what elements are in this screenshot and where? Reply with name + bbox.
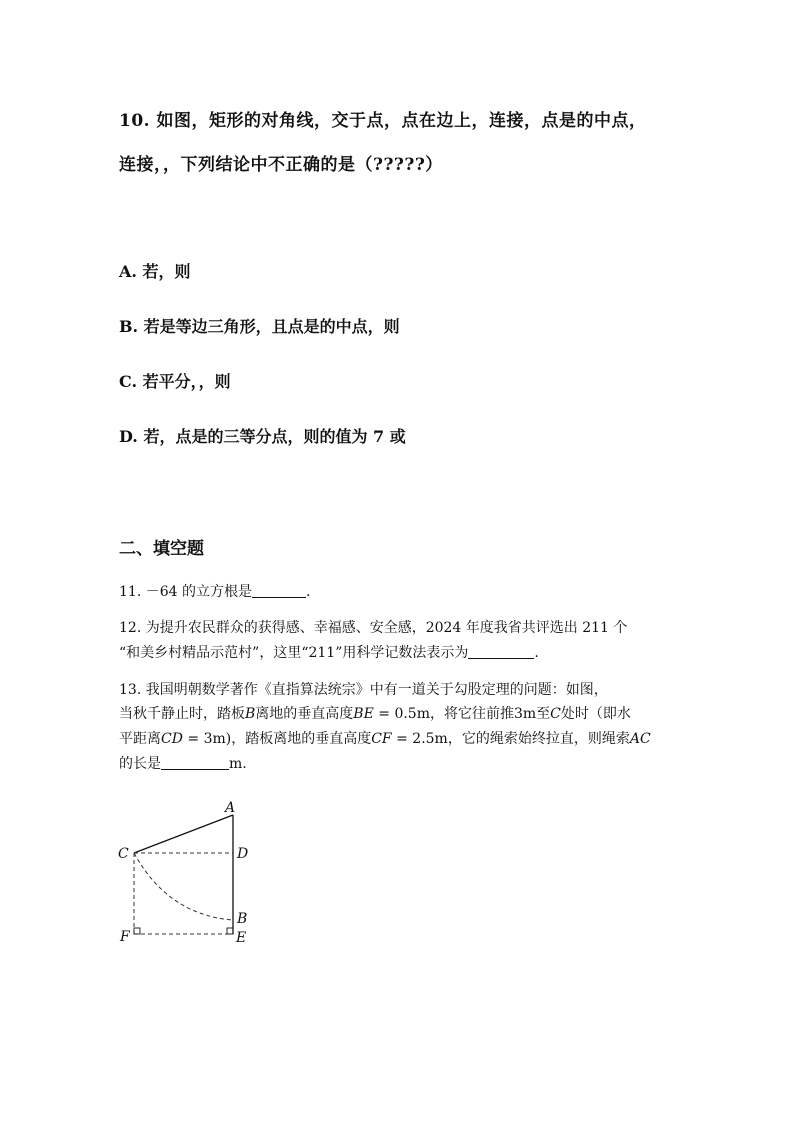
option-c: C. 若平分，，则 — [119, 372, 231, 391]
label-a: A — [225, 800, 236, 816]
question-13-line-1: 13. 我国明朝数学著作《直指算法统宗》中有一道关于勾股定理的问题：如图， — [119, 682, 608, 698]
q13-text: 处时（即水 — [560, 706, 631, 722]
q13-text: m. — [229, 756, 247, 772]
question-12-line-2 — [119, 642, 539, 662]
question-13-line-2 — [119, 703, 631, 723]
q13-text: = 2.5m，它的绳索始终拉直，则绳索 — [391, 731, 630, 747]
question-11-end: . — [305, 584, 311, 600]
math-symbol: CF — [371, 731, 392, 747]
option-b: B. 若是等边三角形，且点是的中点，则 — [119, 317, 400, 336]
question-10-line-1: 10. 如图，矩形的对角线，交于点，点在边上，连接，点是的中点， — [119, 111, 647, 131]
question-11 — [119, 581, 310, 601]
answer-blank — [252, 583, 306, 598]
question-11-text: 11. －64 的立方根是 — [119, 584, 252, 600]
math-symbol: AC — [629, 731, 651, 747]
label-e: E — [236, 930, 247, 946]
q13-text: = 0.5m，将它往前推3m至 — [373, 706, 551, 722]
math-symbol: B — [245, 706, 256, 722]
label-f: F — [120, 929, 130, 945]
q13-text: 当秋千静止时，踏板 — [119, 706, 245, 722]
question-12-end: . — [534, 645, 539, 661]
label-b: B — [237, 911, 248, 927]
answer-blank — [468, 644, 534, 659]
swing-figure — [110, 795, 260, 950]
right-angle-mark-e — [227, 928, 233, 934]
math-symbol: CD — [161, 731, 183, 747]
q13-text: 离地的垂直高度 — [255, 706, 354, 722]
question-12-text: “和美乡村精品示范村”，这里“211”用科学记数法表示为 — [119, 645, 469, 661]
right-angle-mark-f — [134, 928, 140, 934]
rope-line-ac — [134, 815, 233, 853]
math-symbol: C — [550, 706, 561, 722]
label-c: C — [118, 846, 129, 862]
option-a: A. 若，则 — [119, 262, 191, 281]
question-13-line-4 — [119, 753, 247, 773]
section-heading: 二、填空题 — [119, 539, 204, 559]
q13-text: 平距离 — [119, 731, 161, 747]
label-d: D — [237, 846, 249, 862]
question-10-line-2: 连接，，下列结论中不正确的是（?????） — [119, 155, 443, 175]
q13-text: 的长是 — [119, 756, 161, 772]
swing-arc — [134, 853, 233, 920]
q13-text: = 3m)，踏板离地的垂直高度 — [182, 731, 372, 747]
question-13-line-3 — [119, 728, 651, 748]
math-symbol: BE — [353, 706, 374, 722]
answer-blank — [161, 755, 229, 770]
question-12-line-1: 12. 为提升农民群众的获得感、幸福感、安全感，2024 年度我省共评选出 211 个 — [119, 620, 628, 636]
option-d: D. 若，点是的三等分点，则的值为 7 或 — [119, 427, 406, 446]
